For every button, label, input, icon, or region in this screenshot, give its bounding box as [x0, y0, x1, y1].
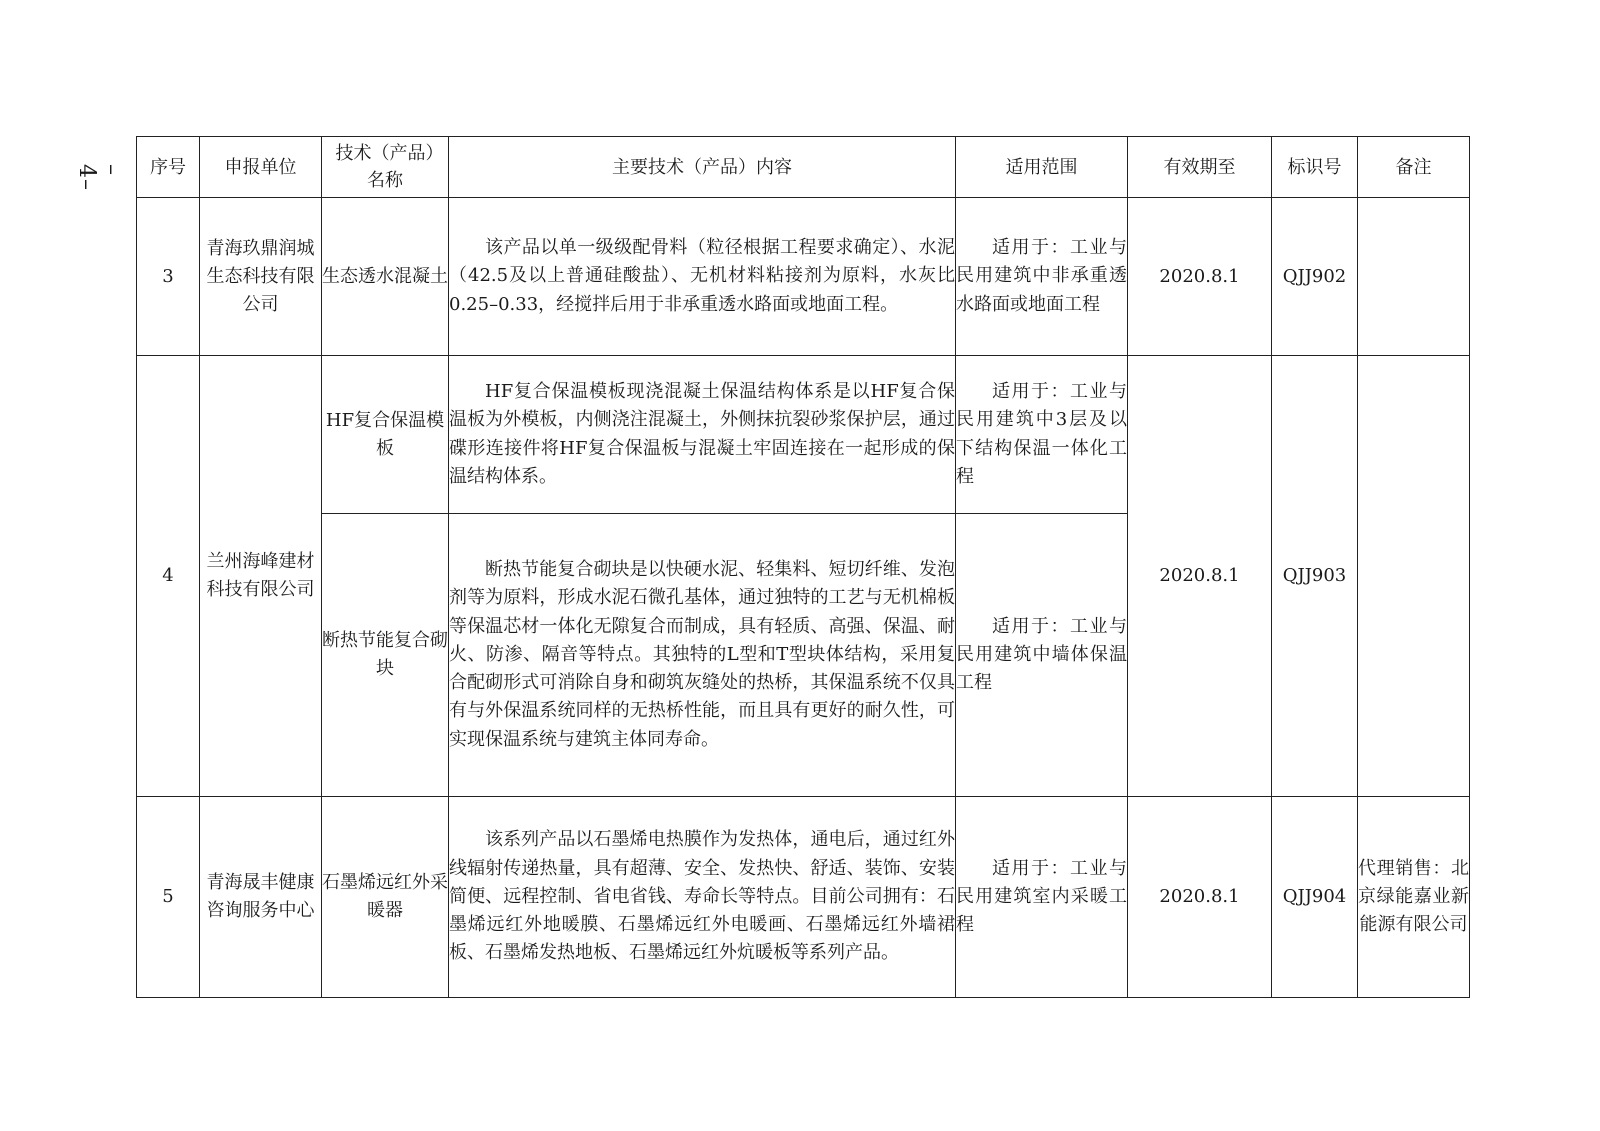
- product-name: 断热节能复合砌块: [322, 514, 449, 797]
- row-unit: 青海玖鼎润城生态科技有限公司: [200, 198, 322, 356]
- header-content: 主要技术（产品）内容: [449, 137, 956, 198]
- product-name: HF复合保温模板: [322, 356, 449, 514]
- header-no: 序号: [137, 137, 200, 198]
- table-header-row: [137, 137, 1470, 198]
- row-no: 4: [137, 356, 200, 797]
- product-scope: 适用于：工业与民用建筑室内采暖工程: [956, 797, 1128, 998]
- product-content: 该系列产品以石墨烯电热膜作为发热体，通电后，通过红外线辐射传递热量，具有超薄、安全、发热快、舒适、装饰、安装简便、远程控制、省电省钱、寿命长等特点。目前公司拥有：石墨烯远红外地暖膜、石墨烯远红外电暖画、石墨烯远红外墙裙板、石墨烯发热地板、石墨烯远红外炕暖板等系列产品。: [449, 797, 956, 998]
- header-product-name: 技术（产品）名称: [322, 137, 449, 198]
- id-code: QJJ903: [1272, 356, 1358, 797]
- id-code: QJJ902: [1272, 198, 1358, 356]
- row-no: 3: [137, 198, 200, 356]
- product-name: 石墨烯远红外采暖器: [322, 797, 449, 998]
- product-content: 断热节能复合砌块是以快硬水泥、轻集料、短切纤维、发泡剂等为原料，形成水泥石微孔基体，通过独特的工艺与无机棉板等保温芯材一体化无隙复合而制成，具有轻质、高强、保温、耐火、防渗、隔音等特点。其独特的L型和T型块体结构，采用复合配砌形式可消除自身和砌筑灰缝处的热桥，其保温系统不仅具有与外保温系统同样的无热桥性能，而且具有更好的耐久性，可实现保温系统与建筑主体同寿命。: [449, 514, 956, 797]
- row-unit: 兰州海峰建材科技有限公司: [200, 356, 322, 797]
- header-valid-until: 有效期至: [1128, 137, 1272, 198]
- header-scope: 适用范围: [956, 137, 1128, 198]
- remark: [1358, 198, 1470, 356]
- valid-until: 2020.8.1: [1128, 797, 1272, 998]
- table-row: [137, 198, 1470, 356]
- remark: [1358, 356, 1470, 797]
- product-scope: 适用于：工业与民用建筑中3层及以下结构保温一体化工程: [956, 356, 1128, 514]
- row-no: 5: [137, 797, 200, 998]
- product-scope: 适用于：工业与民用建筑中非承重透水路面或地面工程: [956, 198, 1128, 356]
- product-scope: 适用于：工业与民用建筑中墙体保温工程: [956, 514, 1128, 797]
- header-remark: 备注: [1358, 137, 1470, 198]
- valid-until: 2020.8.1: [1128, 356, 1272, 797]
- id-code: QJJ904: [1272, 797, 1358, 998]
- certification-table: [136, 136, 1470, 998]
- header-unit: 申报单位: [200, 137, 322, 198]
- product-name: 生态透水混凝土: [322, 198, 449, 356]
- product-content: 该产品以单一级级配骨料（粒径根据工程要求确定）、水泥（42.5及以上普通硅酸盐）、无机材料粘接剂为原料，水灰比0.25–0.33，经搅拌后用于非承重透水路面或地面工程。: [449, 198, 956, 356]
- table-row: [137, 356, 1470, 514]
- remark: 代理销售：北京绿能嘉业新能源有限公司: [1358, 797, 1470, 998]
- page-number: –4–: [74, 164, 124, 191]
- product-content: HF复合保温模板现浇混凝土保温结构体系是以HF复合保温板为外模板，内侧浇注混凝土，外侧抹抗裂砂浆保护层，通过碟形连接件将HF复合保温板与混凝土牢固连接在一起形成的保温结构体系。: [449, 356, 956, 514]
- valid-until: 2020.8.1: [1128, 198, 1272, 356]
- row-unit: 青海晟丰健康咨询服务中心: [200, 797, 322, 998]
- header-id-code: 标识号: [1272, 137, 1358, 198]
- table-row: [137, 797, 1470, 998]
